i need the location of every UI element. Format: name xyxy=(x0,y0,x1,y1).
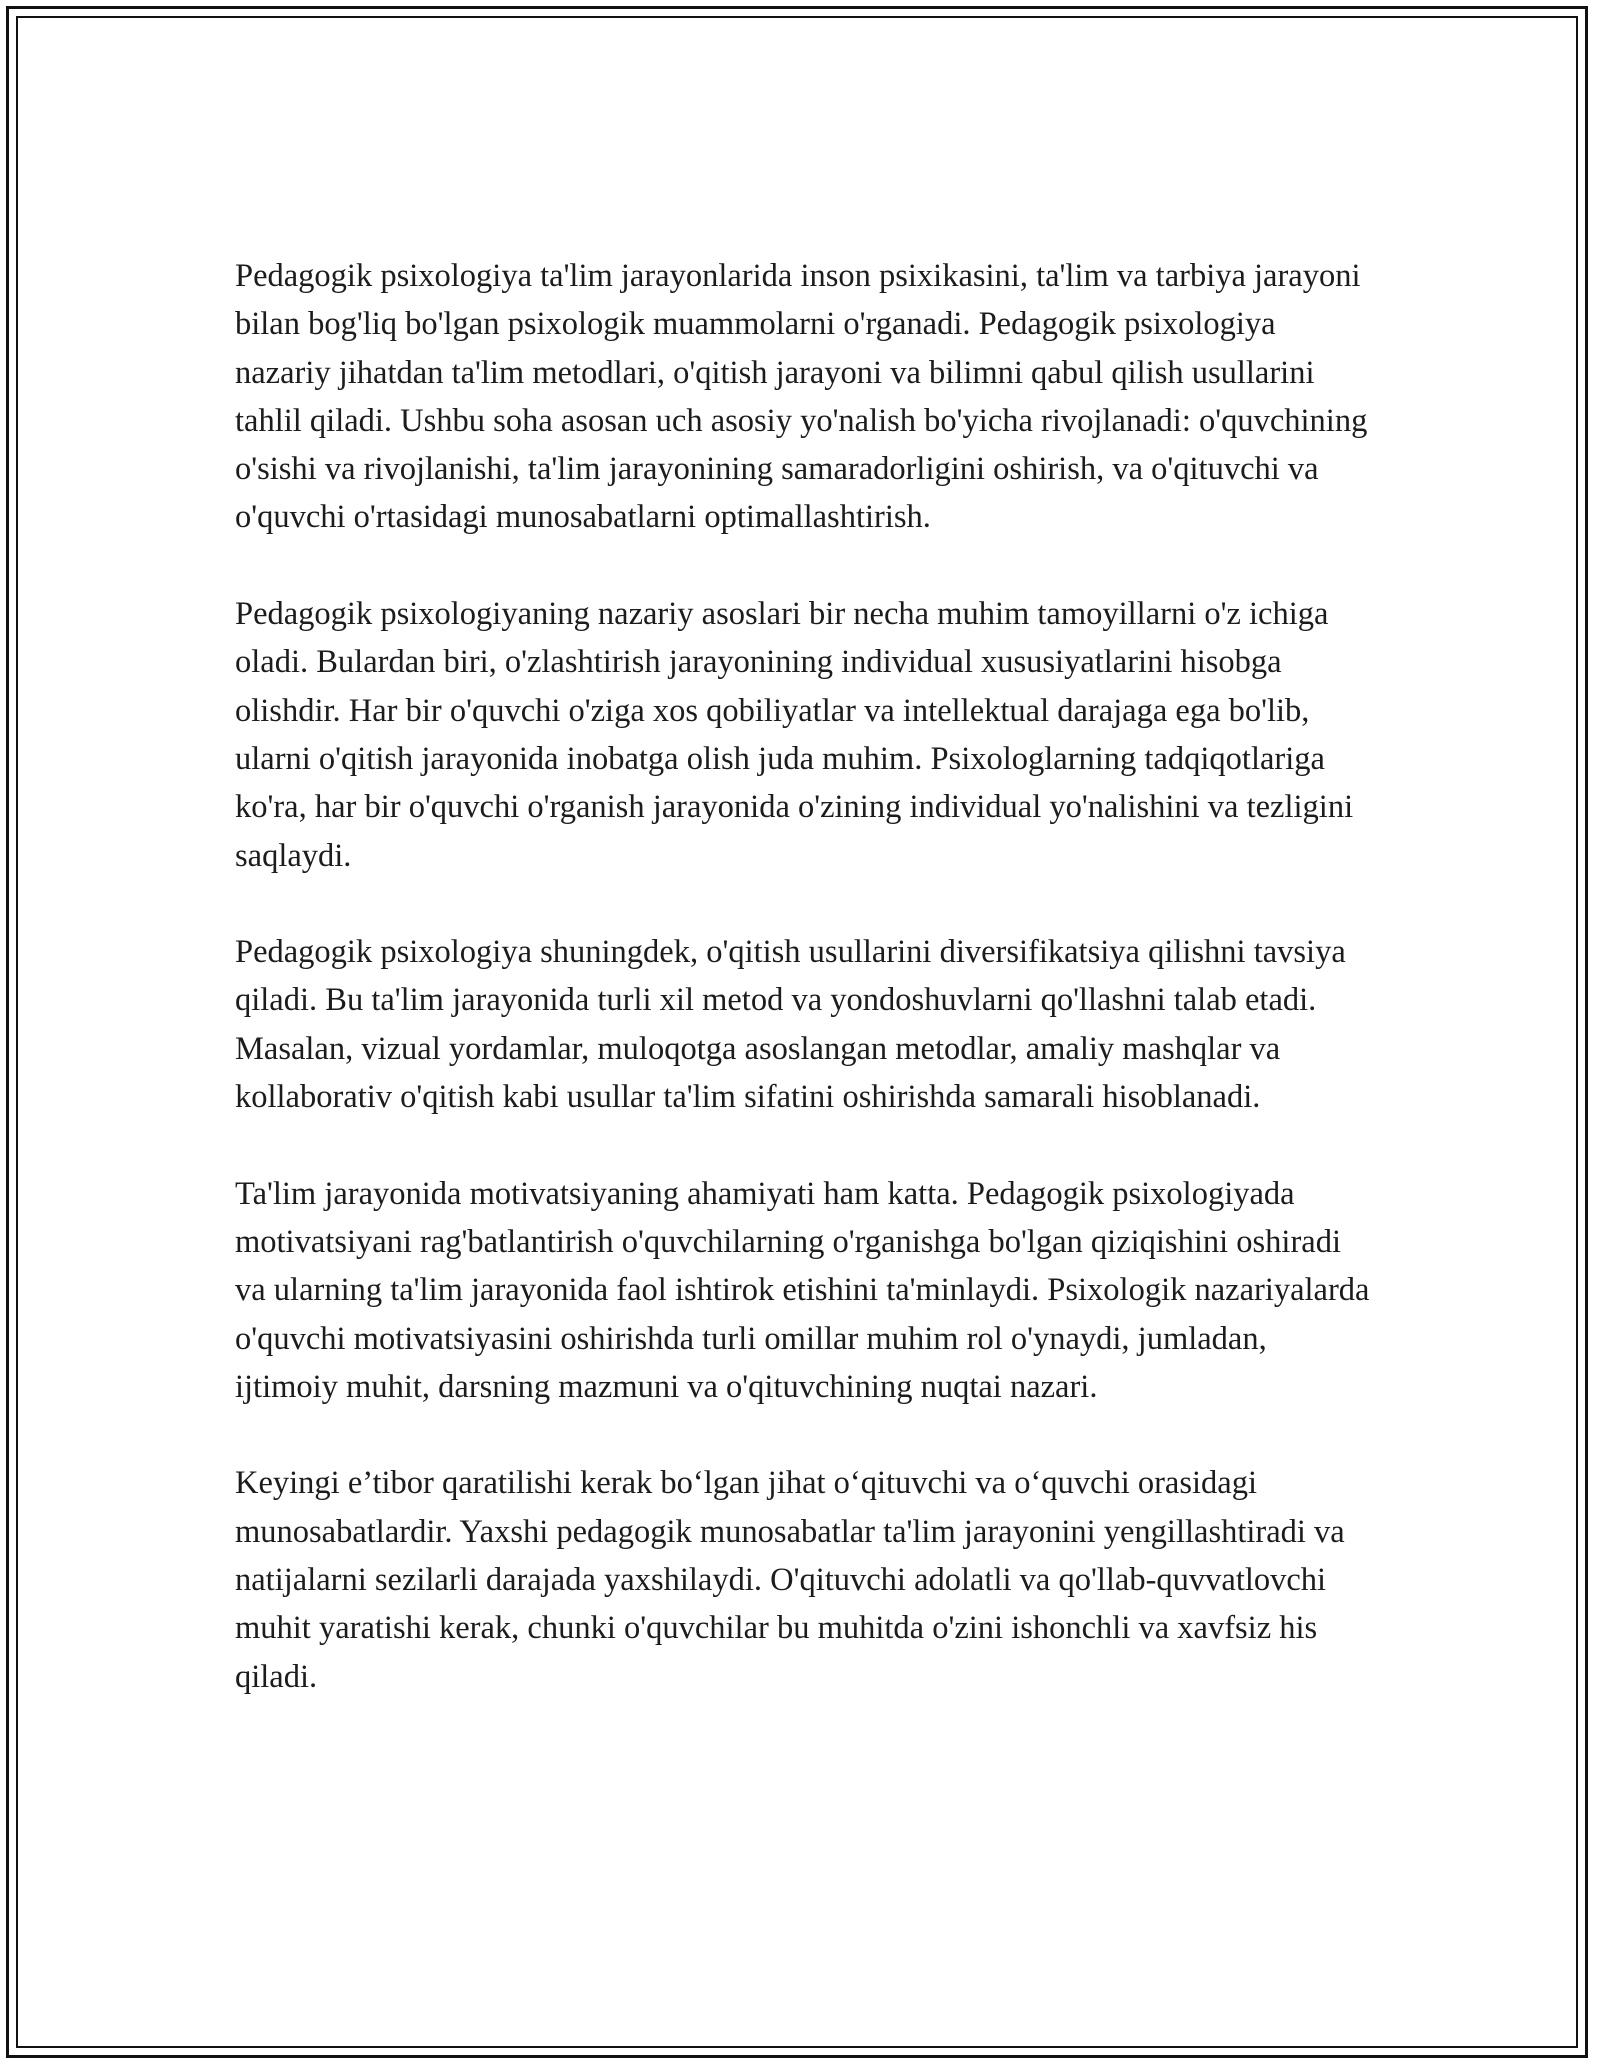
paragraph-2: Pedagogik psixologiyaning nazariy asoslari bir necha muhim tamoyillarni o'z ichiga oladi. Bulardan biri, o'zlashtirish jarayonining individual xususiyatlarini hisobga olishdir. Har bir o'quvchi o'ziga xos qobiliyatlar va intellektual darajaga ega bo'lib, ularni o'qitish jarayonida inobatga olish juda muhim. Psixologlarning tadqiqotlariga ko'ra, har bir o'quvchi o'rganish jarayonida o'zining individual yo'nalishini va tezligini saqlaydi. xyxy=(235,596,1354,874)
document-body xyxy=(235,252,1375,1749)
paragraph-1: Pedagogik psixologiya ta'lim jarayonlarida inson psixikasini, ta'lim va tarbiya jarayoni bilan bog'liq bo'lgan psixologik muammolarni o'rganadi. Pedagogik psixologiya nazariy jihatdan ta'lim metodlari, o'qitish jarayoni va bilimni qabul qilish usullarini tahlil qiladi. Ushbu soha asosan uch asosiy yo'nalish bo'yicha rivojlanadi: o'quvchining o'sishi va rivojlanishi, ta'lim jarayonining samaradorligini oshirish, va o'qituvchi va o'quvchi o'rtasidagi munosabatlarni optimallashtirish. xyxy=(235,258,1368,536)
paragraph-3: Pedagogik psixologiya shuningdek, o'qitish usullarini diversifikatsiya qilishni tavsiya qiladi. Bu ta'lim jarayonida turli xil metod va yondoshuvlarni qo'llashni talab etadi. Masalan, vizual yordamlar, muloqotga asoslangan metodlar, amaliy mashqlar va kollaborativ o'qitish kabi usullar ta'lim sifatini oshirishda samarali hisoblanadi. xyxy=(235,934,1346,1116)
paragraph-5: Keyingi e’tibor qaratilishi kerak bo‘lgan jihat o‘qituvchi va o‘quvchi orasidagi munosabatlardir. Yaxshi pedagogik munosabatlar ta'lim jarayonini yengillashtiradi va natijalarni sezilarli darajada yaxshilaydi. O'qituvchi adolatli va qo'llab-quvvatlovchi muhit yaratishi kerak, chunki o'quvchilar bu muhitda o'zini ishonchli va xavfsiz his qiladi. xyxy=(235,1465,1345,1695)
paragraph-4: Ta'lim jarayonida motivatsiyaning ahamiyati ham katta. Pedagogik psixologiyada motivatsiyani rag'batlantirish o'quvchilarning o'rganishga bo'lgan qiziqishini oshiradi va ularning ta'lim jarayonida faol ishtirok etishini ta'minlaydi. Psixologik nazariyalarda o'quvchi motivatsiyasini oshirishda turli omillar muhim rol o'ynaydi, jumladan, ijtimoiy muhit, darsning mazmuni va o'qituvchining nuqtai nazari. xyxy=(235,1175,1370,1405)
